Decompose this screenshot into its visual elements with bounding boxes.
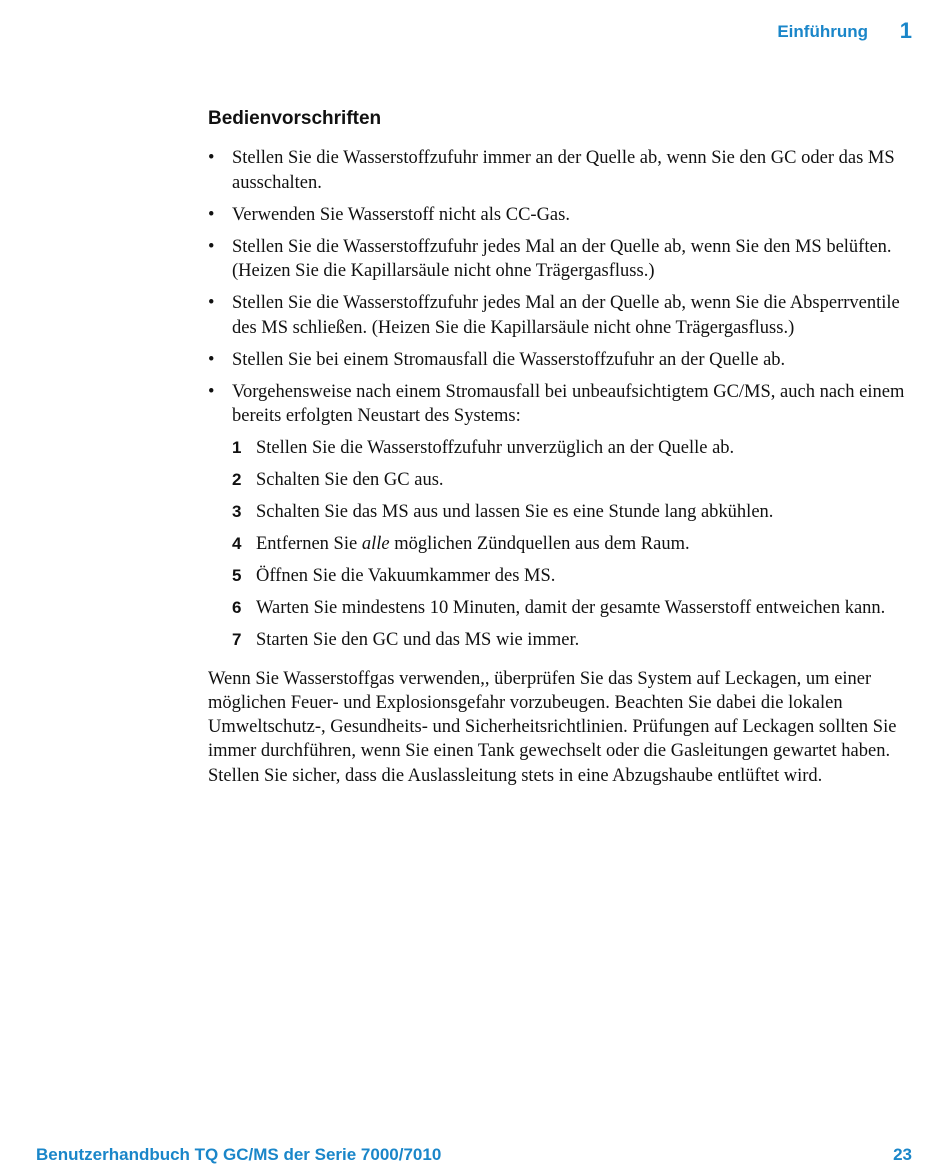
step-item <box>232 532 913 557</box>
step-text-emphasis: alle <box>361 534 390 554</box>
list-item <box>208 380 913 653</box>
chapter-number: 1 <box>899 18 912 43</box>
step-item <box>232 628 913 653</box>
list-item-text: Vorgehensweise nach einem Stromausfall bei unbeaufsichtigtem GC/MS, auch nach einem bereits erfolgten Neustart des Systems: <box>232 381 905 426</box>
step-number: 6 <box>232 598 242 617</box>
section-heading: Bedienvorschriften <box>208 108 382 129</box>
step-number: 3 <box>232 502 242 521</box>
page-number: 23 <box>893 1145 912 1164</box>
step-text: Warten Sie mindestens 10 Minuten, damit der gesamte Wasserstoff entweichen kann. <box>256 598 886 618</box>
section-title: Einführung <box>777 22 868 41</box>
step-text: Stellen Sie die Wasserstoffzufuhr unverzüglich an der Quelle ab. <box>256 438 735 458</box>
step-number: 1 <box>232 438 242 457</box>
power-failure-steps <box>232 436 913 653</box>
list-item: • Stellen Sie bei einem Stromausfall die Wasserstoffzufuhr an der Quelle ab. <box>208 348 913 373</box>
step-item <box>232 468 913 493</box>
step-number: 4 <box>232 534 242 553</box>
step-text: Starten Sie den GC und das MS wie immer. <box>256 630 580 650</box>
step-item <box>232 596 913 621</box>
step-text-before: Entfernen Sie <box>256 534 362 554</box>
step-text: Öffnen Sie die Vakuumkammer des MS. <box>256 566 556 586</box>
step-text: Schalten Sie den GC aus. <box>256 470 444 490</box>
step-text: Schalten Sie das MS aus und lassen Sie es eine Stunde lang abkühlen. <box>256 502 774 522</box>
list-item: • Stellen Sie die Wasserstoffzufuhr immer an der Quelle ab, wenn Sie den GC oder das MS ausschalten. <box>208 146 913 195</box>
step-number: 5 <box>232 566 242 585</box>
list-item: • Verwenden Sie Wasserstoff nicht als CC-Gas. <box>208 203 913 228</box>
safety-rules-list <box>208 146 913 653</box>
step-number: 2 <box>232 470 242 489</box>
main-content <box>208 108 913 788</box>
step-text-after: möglichen Zündquellen aus dem Raum. <box>389 534 690 554</box>
list-item: • Stellen Sie die Wasserstoffzufuhr jedes Mal an der Quelle ab, wenn Sie den MS belüften. (Heizen Sie die Kapillarsäule nicht ohne Trägergasfluss.) <box>208 235 913 284</box>
hydrogen-leak-paragraph: Wenn Sie Wasserstoffgas verwenden,, überprüfen Sie das System auf Leckagen, um einer möglichen Feuer- und Explosionsgefahr vorzubeugen. Beachten Sie dabei die lokalen Umweltschutz-, Gesundheits- und Sicherheitsrichtlinien. Prüfungen auf Leckagen sollten Sie immer durchführen, wenn Sie einen Tank gewechselt oder die Gasleitungen gewartet haben. Stellen Sie sicher, dass die Auslassleitung stets in eine Abzugshaube entlüftet wird. <box>208 668 897 786</box>
footer-manual-title: Benutzerhandbuch TQ GC/MS der Serie 7000/7010 <box>36 1145 442 1164</box>
step-item <box>232 500 913 525</box>
step-item <box>232 436 913 461</box>
list-item: • Stellen Sie die Wasserstoffzufuhr jedes Mal an der Quelle ab, wenn Sie die Absperrventile des MS schließen. (Heizen Sie die Kapillarsäule nicht ohne Trägergasfluss.) <box>208 291 913 340</box>
step-item <box>232 564 913 589</box>
step-number: 7 <box>232 630 242 649</box>
